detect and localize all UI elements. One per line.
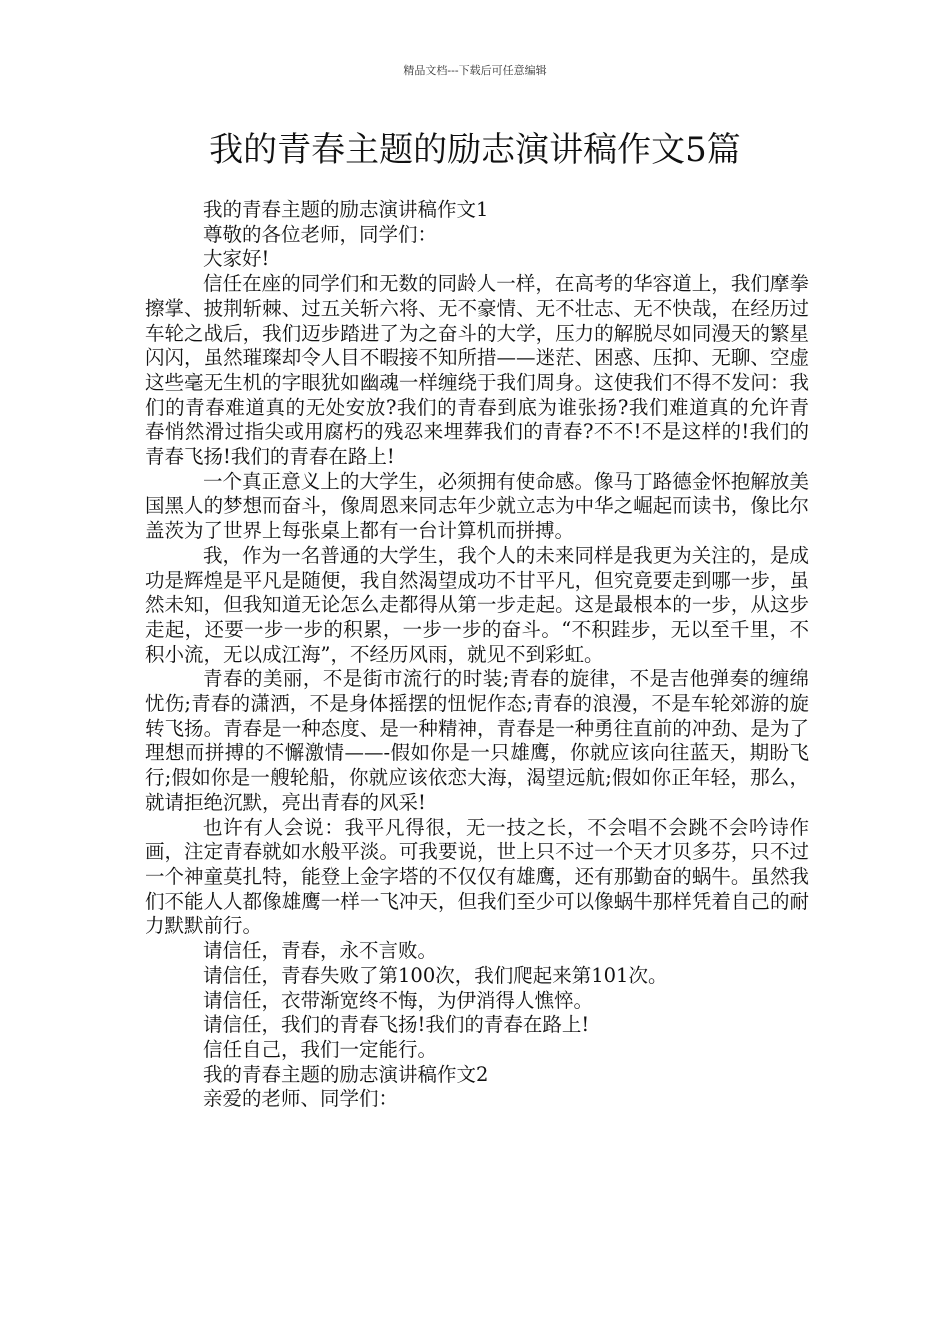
paragraph: 请信任，我们的青春飞扬!我们的青春在路上! — [203, 1013, 590, 1037]
header-note: 精品文档---下载后可任意编辑 — [403, 64, 547, 77]
paragraph: 也许有人会说：我平凡得很，无一技之长，不会唱不会跳不会吟诗作画，注定青春就如水般平淡。可我要说，世上只不过一个天才贝多芬，只不过一个神童莫扎特，能登上金字塔的不仅仅有雄鹰，还有那勤奋的蜗牛。虽然我们不能人人都像雄鹰一样一飞冲天，但我们至少可以像蜗牛那样凭着自己的耐力默默前行。 — [145, 815, 809, 938]
paragraph: 我，作为一名普通的大学生，我个人的未来同样是我更为关注的，是成功是辉煌是平凡是随便，我自然渴望成功不甘平凡，但究竟要走到哪一步，虽然未知，但我知道无论怎么走都得从第一步走起。这是最根本的一步，从这步走起，还要一步一步的积累，一步一步的奋斗。“不积跬步，无以至千里，不积小流，无以成江海”，不经历风雨，就见不到彩虹。 — [145, 543, 809, 666]
salutation: 尊敬的各位老师，同学们： — [203, 222, 438, 246]
paragraph: 请信任，青春，永不言败。 — [203, 939, 438, 963]
paragraph: 请信任，衣带渐宽终不悔，为伊消得人憔悴。 — [203, 988, 594, 1012]
paragraph: 青春的美丽，不是街市流行的时装;青春的旋律，不是吉他弹奏的缠绵忧伤;青春的潇洒，不是身体摇摆的忸怩作态;青春的浪漫，不是车轮郊游的旋转飞扬。青春是一种态度、是一种精神，青春是一种勇往直前的冲劲、是为了理想而拼搏的不懈激情——-假如你是一只雄鹰，你就应该向往蓝天，期盼飞行;假如你是一艘轮船，你就应该依恋大海，渴望远航;假如你正年轻，那么，就请拒绝沉默，亮出青春的风采! — [145, 667, 809, 814]
document-title: 我的青春主题的励志演讲稿作文5篇 — [209, 130, 741, 170]
paragraph: 一个真正意义上的大学生，必须拥有使命感。像马丁路德金怀抱解放美国黑人的梦想而奋斗，像周恩来同志年少就立志为中华之崛起而读书，像比尔盖茨为了世界上每张桌上都有一台计算机而拼搏。 — [145, 469, 809, 543]
section-heading-2: 我的青春主题的励志演讲稿作文2 — [203, 1062, 489, 1086]
section-heading-1: 我的青春主题的励志演讲稿作文1 — [203, 198, 489, 221]
document-body — [145, 198, 809, 1112]
paragraph: 请信任，青春失败了第100次，我们爬起来第101次。 — [203, 963, 668, 987]
greeting: 大家好! — [203, 247, 270, 271]
paragraph: 信任自己，我们一定能行。 — [203, 1037, 438, 1061]
salutation: 亲爱的老师、同学们： — [203, 1087, 399, 1111]
paragraph: 信任在座的同学们和无数的同龄人一样，在高考的华容道上，我们摩拳擦掌、披荆斩棘、过五关斩六将、无不豪情、无不壮志、无不快哉，在经历过车轮之战后，我们迈步踏进了为之奋斗的大学，压力的解脱尽如同漫天的繁星闪闪，虽然璀璨却令人目不暇接不知所措——迷茫、困惑、压抑、无聊、空虚这些毫无生机的字眼犹如幽魂一样缠绕于我们周身。这使我们不得不发问：我们的青春难道真的无处安放?我们的青春到底为谁张扬?我们难道真的允许青春悄然滑过指尖或用腐朽的残忍来埋葬我们的青春?不不!不是这样的!我们的青春飞扬!我们的青春在路上! — [145, 272, 809, 469]
